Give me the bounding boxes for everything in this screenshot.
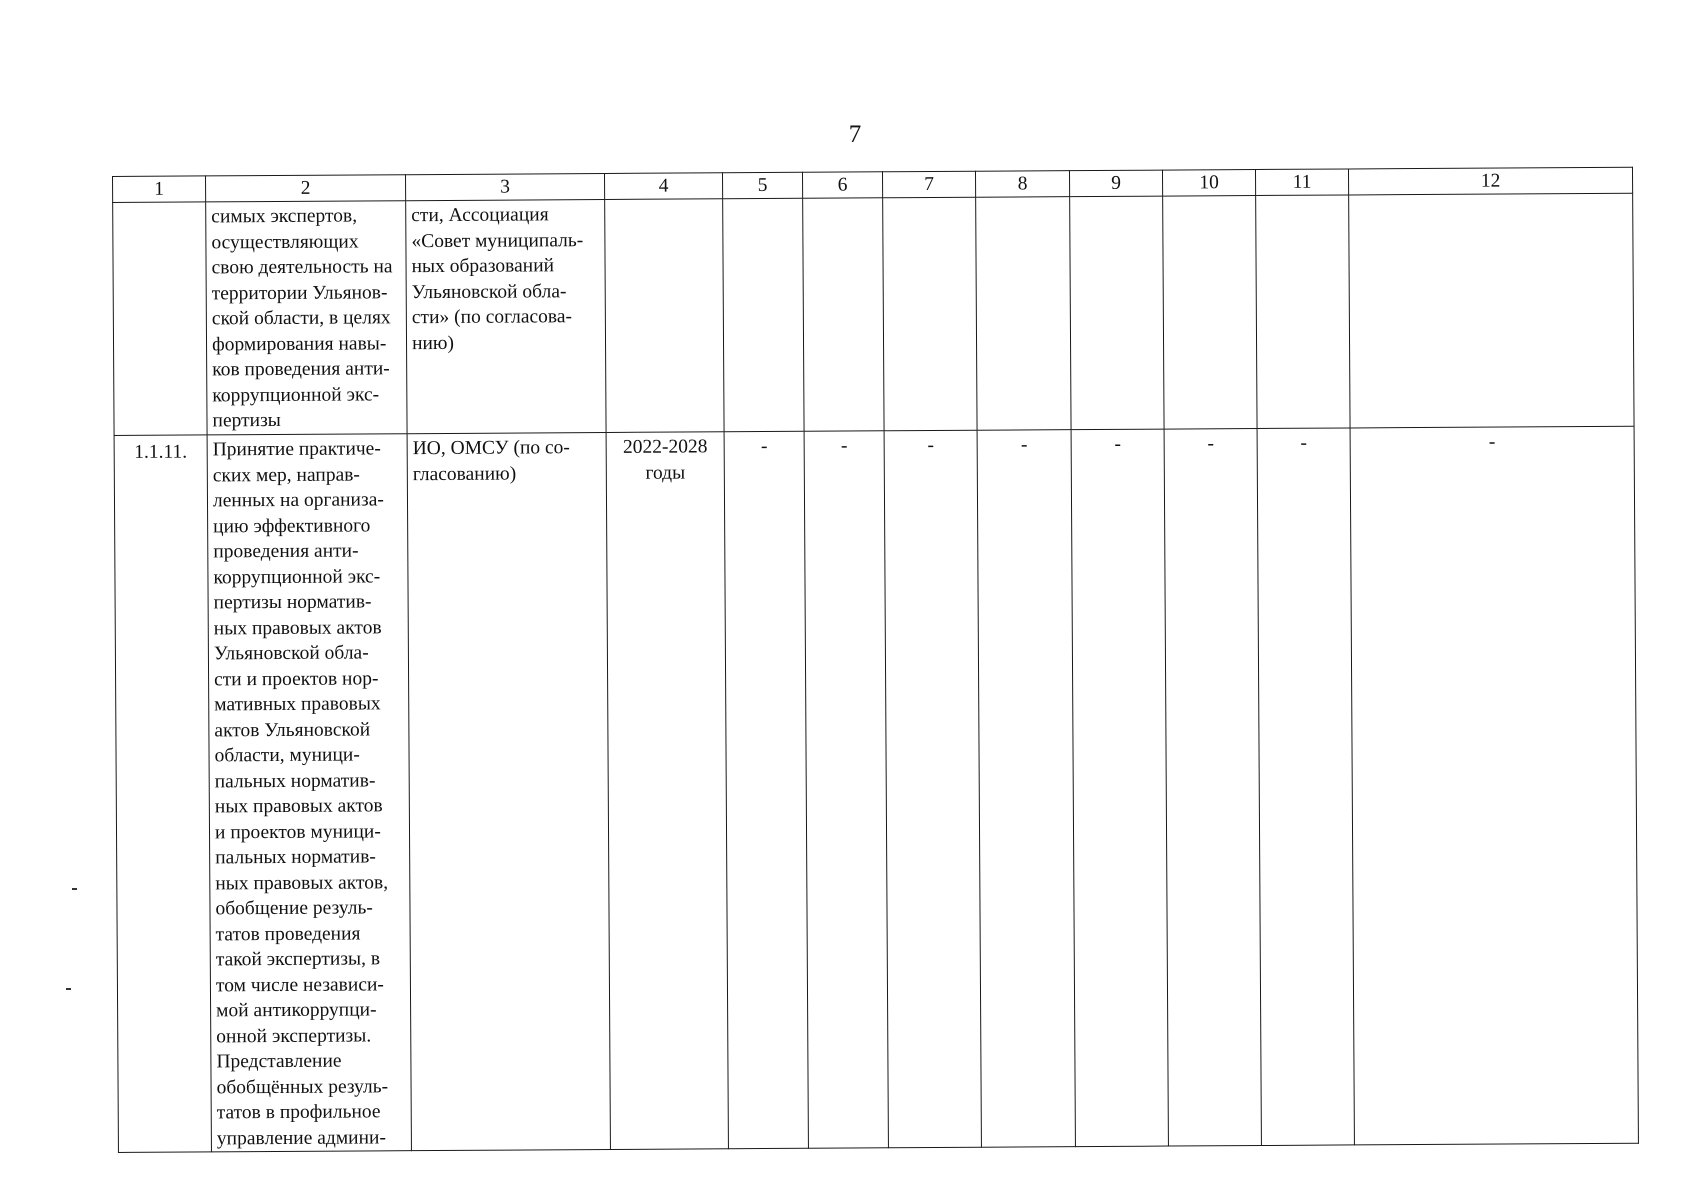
value-cell-6 bbox=[803, 198, 884, 431]
page-number: 7 bbox=[848, 121, 862, 148]
value-cell-5: - bbox=[724, 431, 808, 1148]
col-header-5: 5 bbox=[722, 172, 802, 198]
scan-speck bbox=[66, 988, 71, 990]
col-header-9: 9 bbox=[1069, 170, 1162, 197]
row-number bbox=[113, 202, 207, 436]
table-row bbox=[113, 193, 1634, 435]
col-header-8: 8 bbox=[975, 171, 1069, 198]
period-cell bbox=[606, 432, 728, 1150]
executor-cell bbox=[406, 199, 606, 433]
value-cell-7: - bbox=[884, 430, 981, 1148]
value-cell-7 bbox=[883, 197, 977, 431]
col-header-6: 6 bbox=[802, 172, 882, 198]
measure-description bbox=[206, 201, 407, 435]
col-header-2: 2 bbox=[206, 175, 406, 202]
executor-text: ИО, ОМСУ (по со- гласованию) bbox=[412, 437, 570, 485]
scan-speck bbox=[72, 888, 77, 890]
value-cell-8 bbox=[976, 197, 1071, 431]
value-cell-8: - bbox=[977, 430, 1075, 1148]
col-header-10: 10 bbox=[1162, 170, 1255, 197]
value-cell-11 bbox=[1256, 195, 1350, 429]
measures-table bbox=[112, 167, 1639, 1153]
col-header-3: 3 bbox=[405, 173, 604, 200]
value-cell-12: - bbox=[1350, 426, 1638, 1145]
measure-description-text: Принятие практиче- ских мер, направ- ленных на организа- цию эффективного проведения анти- коррупционной экс- пертизы норматив- ных правовых актов Ульяновской обла- сти и проектов нор- мативных правовых актов Ульяновской области, муници- пальных норматив- ных правовых актов и проектов муници- пальных норматив- ных правовых актов, обобщение резуль- татов проведения такой экспертизы, в том числе независи- мой антикоррупци- онной экспертизы. Представление обобщённых резуль- татов в профильное управление админи- bbox=[212, 438, 389, 1149]
value-cell-9 bbox=[1070, 196, 1164, 430]
period-text bbox=[605, 201, 722, 202]
col-header-12: 12 bbox=[1348, 167, 1632, 195]
period-cell bbox=[605, 199, 724, 433]
value-cell-12 bbox=[1349, 193, 1634, 428]
col-header-4: 4 bbox=[604, 173, 722, 200]
col-header-11: 11 bbox=[1255, 169, 1348, 196]
value-cell-9: - bbox=[1071, 429, 1168, 1147]
value-cell-10 bbox=[1163, 196, 1257, 430]
value-cell-5 bbox=[723, 198, 804, 431]
value-cell-11: - bbox=[1257, 428, 1354, 1146]
col-header-1: 1 bbox=[113, 176, 206, 203]
period-text: 2022-2028 годы bbox=[622, 436, 708, 484]
measure-description-text: симых экспертов, осуществляющих свою деятельность на территории Ульянов- ской области, в целях формирования навы- ков проведения анти- коррупционной экс- пертизы bbox=[211, 205, 393, 432]
table-row bbox=[114, 426, 1638, 1152]
executor-cell bbox=[407, 432, 610, 1150]
row-number: 1.1.11. bbox=[114, 435, 211, 1153]
executor-text: сти, Ассоциация «Совет муниципаль- ных образований Ульяновской обла- сти» (по согласова- нию) bbox=[411, 204, 584, 354]
value-cell-6: - bbox=[804, 431, 888, 1148]
value-cell-10: - bbox=[1164, 429, 1261, 1147]
document-sheet bbox=[112, 167, 1638, 1149]
col-header-7: 7 bbox=[882, 171, 975, 198]
measure-description bbox=[207, 434, 411, 1152]
